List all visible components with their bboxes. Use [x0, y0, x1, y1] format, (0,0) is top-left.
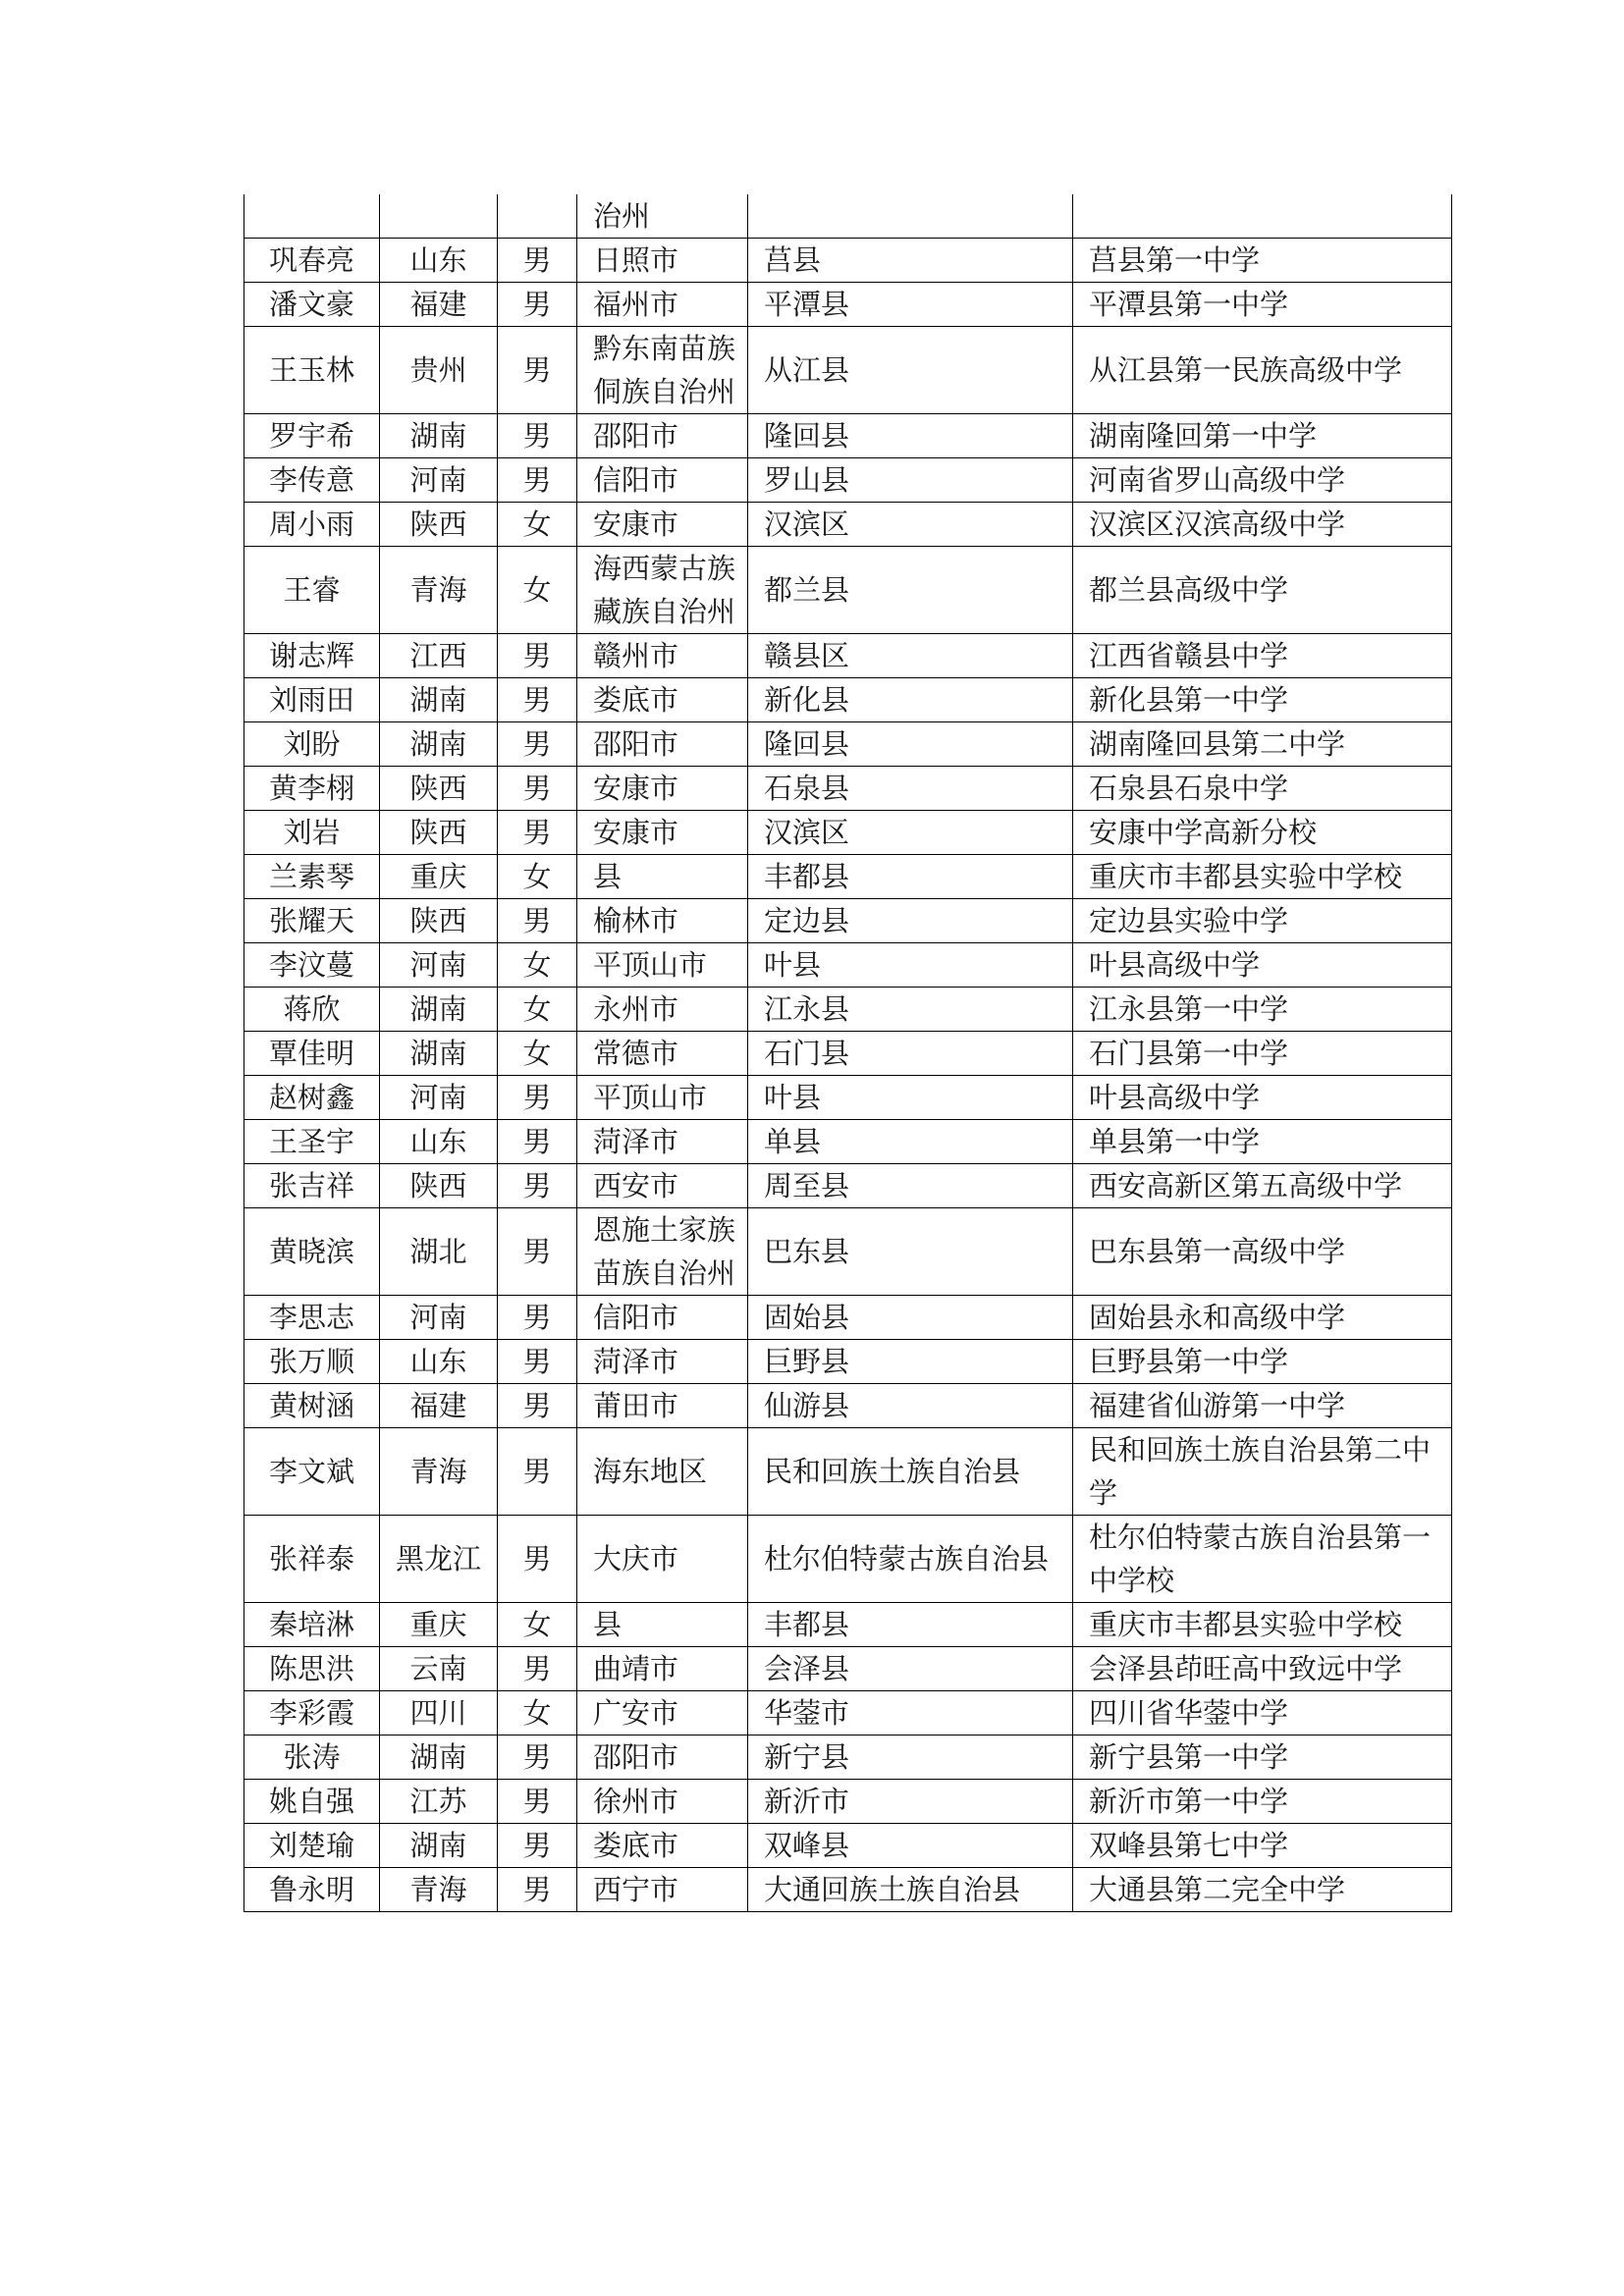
county-cell: 罗山县 — [748, 458, 1073, 503]
city-cell: 日照市 — [577, 239, 748, 283]
city-cell: 榆林市 — [577, 899, 748, 943]
county-cell: 双峰县 — [748, 1824, 1073, 1868]
province-cell: 青海 — [380, 1868, 498, 1912]
city-cell: 西宁市 — [577, 1868, 748, 1912]
school-cell: 巴东县第一高级中学 — [1073, 1208, 1452, 1296]
table-row — [244, 1735, 1452, 1780]
name-cell: 李传意 — [244, 458, 380, 503]
school-cell: 四川省华蓥中学 — [1073, 1691, 1452, 1735]
province-cell: 河南 — [380, 1076, 498, 1120]
table-row — [244, 1603, 1452, 1647]
city-cell: 海东地区 — [577, 1428, 748, 1516]
school-cell: 平潭县第一中学 — [1073, 283, 1452, 327]
table-row — [244, 327, 1452, 414]
county-cell: 赣县区 — [748, 634, 1073, 678]
table-row — [244, 899, 1452, 943]
county-cell: 汉滨区 — [748, 811, 1073, 855]
school-cell: 莒县第一中学 — [1073, 239, 1452, 283]
gender-cell: 女 — [498, 547, 577, 634]
province-cell: 青海 — [380, 547, 498, 634]
name-cell: 李文斌 — [244, 1428, 380, 1516]
name-cell: 张万顺 — [244, 1340, 380, 1384]
table-row — [244, 239, 1452, 283]
school-cell: 固始县永和高级中学 — [1073, 1296, 1452, 1340]
school-cell: 石泉县石泉中学 — [1073, 767, 1452, 811]
city-cell: 信阳市 — [577, 1296, 748, 1340]
school-cell: 新沂市第一中学 — [1073, 1780, 1452, 1824]
student-list-table — [244, 194, 1452, 1912]
name-cell: 刘雨田 — [244, 678, 380, 722]
school-cell: 双峰县第七中学 — [1073, 1824, 1452, 1868]
city-cell: 平顶山市 — [577, 1076, 748, 1120]
province-cell: 河南 — [380, 943, 498, 988]
city-cell: 徐州市 — [577, 1780, 748, 1824]
province-cell: 山东 — [380, 1340, 498, 1384]
city-cell: 广安市 — [577, 1691, 748, 1735]
city-cell: 娄底市 — [577, 1824, 748, 1868]
province-cell: 湖南 — [380, 988, 498, 1032]
name-cell: 秦培淋 — [244, 1603, 380, 1647]
city-cell: 邵阳市 — [577, 414, 748, 458]
name-cell — [244, 194, 380, 239]
county-cell: 隆回县 — [748, 414, 1073, 458]
province-cell: 湖南 — [380, 1824, 498, 1868]
table-row — [244, 1120, 1452, 1164]
table-row — [244, 1296, 1452, 1340]
county-cell: 平潭县 — [748, 283, 1073, 327]
province-cell: 陕西 — [380, 811, 498, 855]
province-cell: 河南 — [380, 1296, 498, 1340]
county-cell: 杜尔伯特蒙古族自治县 — [748, 1516, 1073, 1603]
province-cell: 山东 — [380, 1120, 498, 1164]
name-cell: 刘楚瑜 — [244, 1824, 380, 1868]
county-cell: 巴东县 — [748, 1208, 1073, 1296]
county-cell: 莒县 — [748, 239, 1073, 283]
province-cell: 湖南 — [380, 722, 498, 767]
school-cell: 杜尔伯特蒙古族自治县第一中学校 — [1073, 1516, 1452, 1603]
school-cell: 都兰县高级中学 — [1073, 547, 1452, 634]
student-list-sheet — [244, 194, 1451, 1912]
table-row — [244, 1428, 1452, 1516]
table-row — [244, 943, 1452, 988]
county-cell: 丰都县 — [748, 1603, 1073, 1647]
province-cell: 贵州 — [380, 327, 498, 414]
school-cell: 大通县第二完全中学 — [1073, 1868, 1452, 1912]
student-list-rows — [244, 194, 1452, 1912]
county-cell: 石泉县 — [748, 767, 1073, 811]
name-cell: 张祥泰 — [244, 1516, 380, 1603]
name-cell: 鲁永明 — [244, 1868, 380, 1912]
gender-cell: 男 — [498, 458, 577, 503]
city-cell: 菏泽市 — [577, 1120, 748, 1164]
school-cell: 新化县第一中学 — [1073, 678, 1452, 722]
county-cell: 新沂市 — [748, 1780, 1073, 1824]
province-cell: 湖南 — [380, 414, 498, 458]
school-cell: 巨野县第一中学 — [1073, 1340, 1452, 1384]
city-cell: 安康市 — [577, 811, 748, 855]
county-cell: 民和回族土族自治县 — [748, 1428, 1073, 1516]
gender-cell: 男 — [498, 634, 577, 678]
province-cell — [380, 194, 498, 239]
county-cell: 华蓥市 — [748, 1691, 1073, 1735]
name-cell: 覃佳明 — [244, 1032, 380, 1076]
name-cell: 刘盼 — [244, 722, 380, 767]
table-row — [244, 1516, 1452, 1603]
gender-cell: 男 — [498, 899, 577, 943]
gender-cell: 女 — [498, 855, 577, 899]
city-cell: 海西蒙古族藏族自治州 — [577, 547, 748, 634]
school-cell: 安康中学高新分校 — [1073, 811, 1452, 855]
county-cell — [748, 194, 1073, 239]
school-cell: 民和回族土族自治县第二中学 — [1073, 1428, 1452, 1516]
name-cell: 谢志辉 — [244, 634, 380, 678]
table-row — [244, 1076, 1452, 1120]
table-row — [244, 458, 1452, 503]
county-cell: 周至县 — [748, 1164, 1073, 1208]
gender-cell — [498, 194, 577, 239]
gender-cell: 男 — [498, 1384, 577, 1428]
city-cell: 邵阳市 — [577, 722, 748, 767]
table-row — [244, 1691, 1452, 1735]
name-cell: 巩春亮 — [244, 239, 380, 283]
city-cell: 平顶山市 — [577, 943, 748, 988]
gender-cell: 女 — [498, 988, 577, 1032]
table-row — [244, 194, 1452, 239]
school-cell: 从江县第一民族高级中学 — [1073, 327, 1452, 414]
name-cell: 王玉林 — [244, 327, 380, 414]
school-cell: 湖南隆回县第二中学 — [1073, 722, 1452, 767]
city-cell: 娄底市 — [577, 678, 748, 722]
table-row — [244, 1032, 1452, 1076]
name-cell: 张吉祥 — [244, 1164, 380, 1208]
name-cell: 刘岩 — [244, 811, 380, 855]
name-cell: 王圣宇 — [244, 1120, 380, 1164]
city-cell: 大庆市 — [577, 1516, 748, 1603]
city-cell: 菏泽市 — [577, 1340, 748, 1384]
name-cell: 周小雨 — [244, 503, 380, 547]
province-cell: 黑龙江 — [380, 1516, 498, 1603]
school-cell: 叶县高级中学 — [1073, 1076, 1452, 1120]
school-cell: 重庆市丰都县实验中学校 — [1073, 1603, 1452, 1647]
county-cell: 大通回族土族自治县 — [748, 1868, 1073, 1912]
table-row — [244, 1868, 1452, 1912]
gender-cell: 男 — [498, 678, 577, 722]
county-cell: 巨野县 — [748, 1340, 1073, 1384]
name-cell: 赵树鑫 — [244, 1076, 380, 1120]
gender-cell: 女 — [498, 1691, 577, 1735]
city-cell: 安康市 — [577, 503, 748, 547]
table-row — [244, 414, 1452, 458]
province-cell: 湖南 — [380, 1032, 498, 1076]
province-cell: 陕西 — [380, 1164, 498, 1208]
name-cell: 潘文豪 — [244, 283, 380, 327]
city-cell: 常德市 — [577, 1032, 748, 1076]
city-cell: 邵阳市 — [577, 1735, 748, 1780]
county-cell: 叶县 — [748, 1076, 1073, 1120]
school-cell: 单县第一中学 — [1073, 1120, 1452, 1164]
gender-cell: 男 — [498, 1647, 577, 1691]
city-cell: 恩施土家族苗族自治州 — [577, 1208, 748, 1296]
province-cell: 青海 — [380, 1428, 498, 1516]
county-cell: 单县 — [748, 1120, 1073, 1164]
gender-cell: 男 — [498, 1516, 577, 1603]
province-cell: 福建 — [380, 283, 498, 327]
table-row — [244, 283, 1452, 327]
name-cell: 张涛 — [244, 1735, 380, 1780]
city-cell: 莆田市 — [577, 1384, 748, 1428]
school-cell: 叶县高级中学 — [1073, 943, 1452, 988]
gender-cell: 男 — [498, 1780, 577, 1824]
province-cell: 山东 — [380, 239, 498, 283]
province-cell: 重庆 — [380, 855, 498, 899]
gender-cell: 男 — [498, 1735, 577, 1780]
school-cell: 汉滨区汉滨高级中学 — [1073, 503, 1452, 547]
table-row — [244, 811, 1452, 855]
province-cell: 湖北 — [380, 1208, 498, 1296]
gender-cell: 女 — [498, 1603, 577, 1647]
gender-cell: 男 — [498, 722, 577, 767]
gender-cell: 男 — [498, 1208, 577, 1296]
gender-cell: 男 — [498, 811, 577, 855]
name-cell: 王睿 — [244, 547, 380, 634]
city-cell: 县 — [577, 1603, 748, 1647]
name-cell: 罗宇希 — [244, 414, 380, 458]
province-cell: 江西 — [380, 634, 498, 678]
school-cell: 定边县实验中学 — [1073, 899, 1452, 943]
table-row — [244, 1384, 1452, 1428]
gender-cell: 男 — [498, 1428, 577, 1516]
city-cell: 信阳市 — [577, 458, 748, 503]
county-cell: 江永县 — [748, 988, 1073, 1032]
county-cell: 都兰县 — [748, 547, 1073, 634]
name-cell: 李汶蔓 — [244, 943, 380, 988]
school-cell: 福建省仙游第一中学 — [1073, 1384, 1452, 1428]
name-cell: 张耀天 — [244, 899, 380, 943]
table-row — [244, 1647, 1452, 1691]
county-cell: 石门县 — [748, 1032, 1073, 1076]
province-cell: 重庆 — [380, 1603, 498, 1647]
name-cell: 李思志 — [244, 1296, 380, 1340]
city-cell: 黔东南苗族侗族自治州 — [577, 327, 748, 414]
province-cell: 云南 — [380, 1647, 498, 1691]
school-cell: 江西省赣县中学 — [1073, 634, 1452, 678]
gender-cell: 男 — [498, 1076, 577, 1120]
city-cell: 安康市 — [577, 767, 748, 811]
province-cell: 陕西 — [380, 899, 498, 943]
county-cell: 汉滨区 — [748, 503, 1073, 547]
province-cell: 湖南 — [380, 678, 498, 722]
gender-cell: 女 — [498, 503, 577, 547]
name-cell: 黄树涵 — [244, 1384, 380, 1428]
gender-cell: 男 — [498, 327, 577, 414]
gender-cell: 女 — [498, 1032, 577, 1076]
city-cell: 西安市 — [577, 1164, 748, 1208]
table-row — [244, 1164, 1452, 1208]
school-cell: 重庆市丰都县实验中学校 — [1073, 855, 1452, 899]
city-cell: 曲靖市 — [577, 1647, 748, 1691]
name-cell: 兰素琴 — [244, 855, 380, 899]
county-cell: 叶县 — [748, 943, 1073, 988]
county-cell: 固始县 — [748, 1296, 1073, 1340]
table-row — [244, 678, 1452, 722]
school-cell: 会泽县茚旺高中致远中学 — [1073, 1647, 1452, 1691]
school-cell: 新宁县第一中学 — [1073, 1735, 1452, 1780]
city-cell: 福州市 — [577, 283, 748, 327]
county-cell: 会泽县 — [748, 1647, 1073, 1691]
gender-cell: 女 — [498, 943, 577, 988]
gender-cell: 男 — [498, 1120, 577, 1164]
province-cell: 湖南 — [380, 1735, 498, 1780]
city-cell: 治州 — [577, 194, 748, 239]
table-row — [244, 1340, 1452, 1384]
county-cell: 新化县 — [748, 678, 1073, 722]
table-row — [244, 988, 1452, 1032]
name-cell: 李彩霞 — [244, 1691, 380, 1735]
table-row — [244, 503, 1452, 547]
county-cell: 丰都县 — [748, 855, 1073, 899]
province-cell: 四川 — [380, 1691, 498, 1735]
school-cell: 西安高新区第五高级中学 — [1073, 1164, 1452, 1208]
name-cell: 黄李栩 — [244, 767, 380, 811]
school-cell: 江永县第一中学 — [1073, 988, 1452, 1032]
table-row — [244, 722, 1452, 767]
table-row — [244, 547, 1452, 634]
gender-cell: 男 — [498, 1296, 577, 1340]
gender-cell: 男 — [498, 1164, 577, 1208]
name-cell: 姚自强 — [244, 1780, 380, 1824]
county-cell: 定边县 — [748, 899, 1073, 943]
name-cell: 黄晓滨 — [244, 1208, 380, 1296]
county-cell: 新宁县 — [748, 1735, 1073, 1780]
province-cell: 陕西 — [380, 767, 498, 811]
name-cell: 陈思洪 — [244, 1647, 380, 1691]
school-cell: 河南省罗山高级中学 — [1073, 458, 1452, 503]
school-cell: 湖南隆回第一中学 — [1073, 414, 1452, 458]
county-cell: 从江县 — [748, 327, 1073, 414]
gender-cell: 男 — [498, 767, 577, 811]
county-cell: 隆回县 — [748, 722, 1073, 767]
city-cell: 赣州市 — [577, 634, 748, 678]
table-row — [244, 1824, 1452, 1868]
table-row — [244, 1780, 1452, 1824]
city-cell: 县 — [577, 855, 748, 899]
gender-cell: 男 — [498, 283, 577, 327]
gender-cell: 男 — [498, 1340, 577, 1384]
gender-cell: 男 — [498, 1868, 577, 1912]
school-cell — [1073, 194, 1452, 239]
table-row — [244, 855, 1452, 899]
school-cell: 石门县第一中学 — [1073, 1032, 1452, 1076]
province-cell: 福建 — [380, 1384, 498, 1428]
gender-cell: 男 — [498, 1824, 577, 1868]
gender-cell: 男 — [498, 239, 577, 283]
province-cell: 江苏 — [380, 1780, 498, 1824]
table-row — [244, 1208, 1452, 1296]
city-cell: 永州市 — [577, 988, 748, 1032]
table-row — [244, 767, 1452, 811]
gender-cell: 男 — [498, 414, 577, 458]
name-cell: 蒋欣 — [244, 988, 380, 1032]
table-row — [244, 634, 1452, 678]
province-cell: 河南 — [380, 458, 498, 503]
county-cell: 仙游县 — [748, 1384, 1073, 1428]
province-cell: 陕西 — [380, 503, 498, 547]
